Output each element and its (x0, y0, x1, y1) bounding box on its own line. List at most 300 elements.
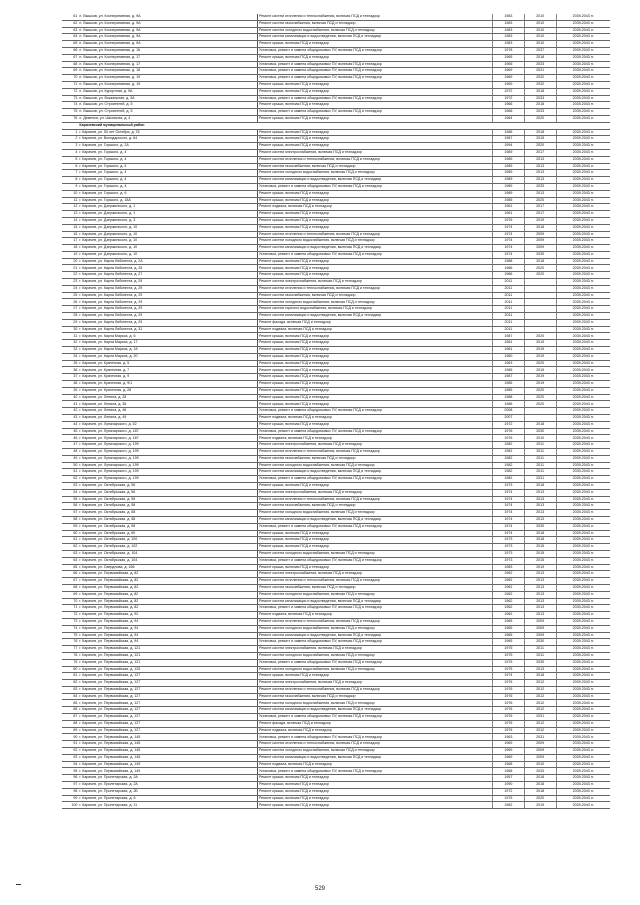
table-row (62, 20, 610, 27)
table-row (62, 788, 610, 795)
last-repair-year-cell: 2011 (524, 449, 556, 456)
row-number: 61 (62, 14, 78, 20)
table-row (62, 537, 610, 544)
table-row (62, 666, 610, 673)
work-type-cell: Ремонт крыши, включая ПСД и технадзор (257, 387, 492, 394)
last-repair-year-cell: 2013 (524, 591, 556, 598)
table-row (62, 34, 610, 41)
last-repair-year-cell: 2033 (524, 768, 556, 775)
table-row (62, 693, 610, 700)
work-type-cell: Ремонт систем канализации и водоотведения, включая ПСД и технадзор (257, 598, 492, 605)
year-built-cell: 1969 (492, 81, 524, 88)
row-number: 71 (62, 605, 78, 612)
year-built-cell: 1968 (492, 768, 524, 775)
planned-period-cell: 2039-2043 гг. (556, 720, 610, 727)
table-row (62, 496, 610, 503)
work-type-cell: Ремонт фасада, включая ПСД и технадзор (257, 720, 492, 727)
table-row (62, 353, 610, 360)
table-row (62, 347, 610, 354)
year-built-cell: 1962 (492, 605, 524, 612)
year-built-cell: 1989 (492, 170, 524, 177)
planned-period-cell: 2039-2043 гг. (556, 428, 610, 435)
work-type-cell: Ремонт крыши, включая ПСД и технадзор (257, 41, 492, 48)
table-row (62, 231, 610, 238)
planned-period-cell: 2039-2043 гг. (556, 503, 610, 510)
row-number: 72 (62, 88, 78, 95)
row-number: 65 (62, 564, 78, 571)
table-row (62, 68, 610, 75)
last-repair-year-cell (524, 326, 556, 333)
last-repair-year-cell: 2013 (524, 156, 556, 163)
address-cell: г. Карачев, ул. Карла Либкнехта, д. 29 (78, 306, 257, 313)
last-repair-year-cell: 2015 (524, 557, 556, 564)
row-number: 22 (62, 272, 78, 279)
planned-period-cell: 2039-2043 гг. (556, 299, 610, 306)
row-number: 20 (62, 258, 78, 265)
row-number: 5 (62, 156, 78, 163)
address-cell: г. Карачев, ул. Дзержинского, д. 1 (78, 204, 257, 211)
table-row (62, 646, 610, 653)
address-cell: г. Карачев, ул. Первомайская, д. 145 (78, 734, 257, 741)
last-repair-year-cell: 2018 (524, 129, 556, 136)
table-row (62, 550, 610, 557)
year-built-cell: 2008 (492, 408, 524, 415)
year-built-cell: 1973 (492, 544, 524, 551)
row-number: 69 (62, 68, 78, 75)
work-type-cell: Ремонт крыши, включая ПСД и технадзор (257, 421, 492, 428)
table-row (62, 115, 610, 122)
last-repair-year-cell: 2019 (524, 217, 556, 224)
table-row (62, 727, 610, 734)
address-cell: г. Карачев, ул. Первомайская, д. 127 (78, 693, 257, 700)
last-repair-year-cell: 2033 (524, 61, 556, 68)
work-type-cell: Ремонт систем газоснабжения, включая ПСД и технадзор (257, 455, 492, 462)
last-repair-year-cell: 2033 (524, 109, 556, 116)
row-number: 44 (62, 421, 78, 428)
last-repair-year-cell (524, 299, 556, 306)
address-cell: г. Карачев, ул. Карла Либкнехта, д. 27 (78, 272, 257, 279)
year-built-cell: 1982 (492, 802, 524, 809)
year-built-cell: 1965 (492, 625, 524, 632)
work-type-cell: Ремонт систем отопления и теплоснабжения, включая ПСД и технадзор (257, 156, 492, 163)
planned-period-cell: 2039-2043 гг. (556, 734, 610, 741)
last-repair-year-cell: 2032 (524, 75, 556, 82)
address-cell: г. Карачев, ул. Луначарского, д. 199 (78, 449, 257, 456)
planned-period-cell: 2039-2043 гг. (556, 795, 610, 802)
year-built-cell: 1975 (492, 666, 524, 673)
address-cell: п. Вышков, ул. Кооперативная, д. 9А (78, 27, 257, 34)
planned-period-cell: 2039-2043 гг. (556, 367, 610, 374)
planned-period-cell: 2039-2043 гг. (556, 81, 610, 88)
year-built-cell: 1976 (492, 720, 524, 727)
year-built-cell: 1988 (492, 401, 524, 408)
table-row (62, 469, 610, 476)
planned-period-cell: 2039-2043 гг. (556, 374, 610, 381)
year-built-cell: 1965 (492, 61, 524, 68)
planned-period-cell: 2039-2043 гг. (556, 251, 610, 258)
last-repair-year-cell (524, 292, 556, 299)
year-built-cell: 1978 (492, 47, 524, 54)
table-row (62, 163, 610, 170)
address-cell: п. Вышков, ул. Курортная, д. 9А (78, 88, 257, 95)
table-row (62, 455, 610, 462)
row-number: 87 (62, 714, 78, 721)
year-built-cell: 1976 (492, 686, 524, 693)
year-built-cell: 1962 (492, 571, 524, 578)
planned-period-cell: 2039-2043 гг. (556, 190, 610, 197)
row-number: 4 (62, 149, 78, 156)
work-type-cell: Ремонт систем холодного водоснабжения, включая ПСД и технадзор (257, 666, 492, 673)
last-repair-year-cell: 2013 (524, 578, 556, 585)
table-row (62, 54, 610, 61)
address-cell: г. Карачев, ул. Ленина, д. 46 (78, 408, 257, 415)
row-number: 62 (62, 544, 78, 551)
last-repair-year-cell: 2020 (524, 143, 556, 150)
planned-period-cell: 2039-2043 гг. (556, 27, 610, 34)
planned-period-cell: 2039-2043 гг. (556, 353, 610, 360)
table-row (62, 618, 610, 625)
last-repair-year-cell: 2031 (524, 734, 556, 741)
table-row (62, 686, 610, 693)
planned-period-cell: 2039-2043 гг. (556, 61, 610, 68)
planned-period-cell: 2039-2043 гг. (556, 319, 610, 326)
address-cell: г. Карачев, ул. Первомайская, д. 127 (78, 680, 257, 687)
year-built-cell: 1974 (492, 251, 524, 258)
address-cell: г. Карачев, ул. Луначарского, д. 187 (78, 435, 257, 442)
last-repair-year-cell (524, 306, 556, 313)
year-built-cell: 2011 (492, 326, 524, 333)
planned-period-cell: 2039-2043 гг. (556, 584, 610, 591)
year-built-cell: 1982 (492, 476, 524, 483)
planned-period-cell: 2039-2043 гг. (556, 381, 610, 388)
year-built-cell: 1962 (492, 584, 524, 591)
table-row (62, 313, 610, 320)
table-row (62, 224, 610, 231)
address-cell: г. Карачев, ул. Горького, д. 4 (78, 156, 257, 163)
address-cell: п. Вышков, ул. Кооперативная, д. 17 (78, 61, 257, 68)
year-built-cell: 1987 (492, 374, 524, 381)
address-cell: г. Карачев, ул. Луначарского, д. 199 (78, 469, 257, 476)
table-row (62, 41, 610, 48)
year-built-cell: 1989 (492, 183, 524, 190)
planned-period-cell: 2039-2043 гг. (556, 564, 610, 571)
address-cell: г. Карачев, ул. Пролетарская, д. 2Б (78, 788, 257, 795)
planned-period-cell: 2039-2043 гг. (556, 482, 610, 489)
repair-schedule-table (62, 14, 610, 809)
address-cell: г. Карачев, ул. Первомайская, д. 127 (78, 720, 257, 727)
row-number: 67 (62, 54, 78, 61)
planned-period-cell: 2039-2043 гг. (556, 156, 610, 163)
planned-period-cell: 2039-2043 гг. (556, 659, 610, 666)
work-type-cell: Ремонт систем канализации и водоотведения, включая ПСД и технадзор (257, 754, 492, 761)
last-repair-year-cell: 2018 (524, 775, 556, 782)
table-row (62, 177, 610, 184)
address-cell: г. Карачев, ул. Первомайская, д. 127 (78, 673, 257, 680)
row-number: 56 (62, 503, 78, 510)
table-row (62, 598, 610, 605)
planned-period-cell: 2039-2043 гг. (556, 605, 610, 612)
planned-period-cell: 2039-2043 гг. (556, 469, 610, 476)
year-built-cell: 1981 (492, 340, 524, 347)
planned-period-cell: 2039-2043 гг. (556, 557, 610, 564)
address-cell: г. Карачев, ул. Карла Либкнехта, д. 29 (78, 299, 257, 306)
last-repair-year-cell: 2013 (524, 584, 556, 591)
row-number: 95 (62, 768, 78, 775)
address-cell: г. Карачев, ул. Первомайская, д. 82 (78, 578, 257, 585)
address-cell: г. Карачев, ул. Карла Либкнехта, д. 29 (78, 313, 257, 320)
work-type-cell: Ремонт систем отопления и теплоснабжения, включая ПСД и технадзор (257, 578, 492, 585)
table-row (62, 680, 610, 687)
work-type-cell: Установка, ремонт и замена общедомовых ПУ, включая ПСД и технадзор (257, 659, 492, 666)
planned-period-cell: 2039-2043 гг. (556, 197, 610, 204)
last-repair-year-cell: 2018 (524, 54, 556, 61)
planned-period-cell: 2039-2043 гг. (556, 217, 610, 224)
table-row (62, 482, 610, 489)
work-type-cell: Ремонт систем отопления и теплоснабжения, включая ПСД и технадзор (257, 741, 492, 748)
address-cell: г. Карачев, ул. Горького, д. 2А (78, 143, 257, 150)
table-row (62, 251, 610, 258)
work-type-cell: Ремонт крыши, включая ПСД и технадзор (257, 190, 492, 197)
work-type-cell: Ремонт систем газоснабжения, включая ПСД и технадзор (257, 503, 492, 510)
planned-period-cell: 2039-2043 гг. (556, 129, 610, 136)
last-repair-year-cell: 2019 (524, 374, 556, 381)
row-number: 58 (62, 516, 78, 523)
planned-period-cell: 2039-2043 гг. (556, 408, 610, 415)
year-built-cell: 1962 (492, 612, 524, 619)
year-built-cell: 1989 (492, 149, 524, 156)
last-repair-year-cell (524, 279, 556, 286)
work-type-cell: Ремонт систем холодного водоснабжения, включая ПСД и технадзор (257, 27, 492, 34)
work-type-cell: Ремонт крыши, включая ПСД и технадзор (257, 340, 492, 347)
row-number: 37 (62, 374, 78, 381)
last-repair-year-cell: 2018 (524, 258, 556, 265)
year-built-cell: 1968 (492, 761, 524, 768)
row-number: 21 (62, 265, 78, 272)
table-row (62, 47, 610, 54)
row-number: 49 (62, 455, 78, 462)
work-type-cell: Ремонт крыши, включая ПСД и технадзор (257, 265, 492, 272)
address-cell: г. Карачев, ул. Первомайская, д. 121 (78, 659, 257, 666)
row-number: 26 (62, 299, 78, 306)
row-number: 50 (62, 462, 78, 469)
work-type-cell: Ремонт крыши, включая ПСД и технадзор (257, 143, 492, 150)
table-row (62, 333, 610, 340)
row-number: 6 (62, 163, 78, 170)
year-built-cell: 1972 (492, 421, 524, 428)
address-cell: г. Карачев, ул. Карла Либкнехта, д. 29 (78, 279, 257, 286)
table-row (62, 265, 610, 272)
year-built-cell: 1974 (492, 530, 524, 537)
last-repair-year-cell: 2019 (524, 564, 556, 571)
year-built-cell: 2011 (492, 292, 524, 299)
table-row (62, 306, 610, 313)
row-number: 57 (62, 510, 78, 517)
work-type-cell: Ремонт подвала, включая ПСД и технадзор (257, 415, 492, 422)
work-type-cell: Ремонт систем холодного водоснабжения, включая ПСД и технадзор (257, 748, 492, 755)
address-cell: г. Карачев, ул. Первомайская, д. 92 (78, 612, 257, 619)
last-repair-year-cell (524, 285, 556, 292)
last-repair-year-cell: 2013 (524, 496, 556, 503)
last-repair-year-cell: 2013 (524, 510, 556, 517)
planned-period-cell: 2039-2043 гг. (556, 652, 610, 659)
last-repair-year-cell: 2031 (524, 714, 556, 721)
row-number: 75 (62, 632, 78, 639)
table-row (62, 557, 610, 564)
year-built-cell: 1989 (492, 163, 524, 170)
work-type-cell: Ремонт систем холодного водоснабжения, включая ПСД и технадзор (257, 700, 492, 707)
year-built-cell: 1974 (492, 496, 524, 503)
last-repair-year-cell: 2009 (524, 238, 556, 245)
table-row (62, 211, 610, 218)
year-built-cell: 1965 (492, 632, 524, 639)
address-cell: г. Карачев, ул. Первомайская, д. 149 (78, 761, 257, 768)
address-cell: г. Карачев, ул. Карла Либкнехта, д. 29 (78, 319, 257, 326)
table-row (62, 143, 610, 150)
table-row (62, 802, 610, 809)
last-repair-year-cell: 2019 (524, 802, 556, 809)
year-built-cell: 1989 (492, 190, 524, 197)
work-type-cell: Установка, ремонт и замена общедомовых ПУ, включая ПСД и технадзор (257, 183, 492, 190)
address-cell: г. Карачев, ул. Кузнечная, д. 28 (78, 387, 257, 394)
planned-period-cell: 2039-2043 гг. (556, 544, 610, 551)
table-row (62, 204, 610, 211)
year-built-cell: 1985 (492, 381, 524, 388)
address-cell: г. Карачев, ул. Первомайская, д. 145 (78, 754, 257, 761)
year-built-cell: 1976 (492, 727, 524, 734)
address-cell: г. Карачев, ул. Кузнечная, д. 7 (78, 367, 257, 374)
year-built-cell: 1974 (492, 523, 524, 530)
row-number: 81 (62, 673, 78, 680)
address-cell: г. Карачев, ул. Дзержинского, д. 10 (78, 245, 257, 252)
work-type-cell: Установка, ремонт и замена общедомовых ПУ, включая ПСД и технадзор (257, 47, 492, 54)
address-cell: г. Карачев, ул. Первомайская, д. 94 (78, 625, 257, 632)
row-number: 19 (62, 251, 78, 258)
table-row (62, 197, 610, 204)
table-row (62, 612, 610, 619)
work-type-cell: Ремонт крыши, включая ПСД и технадзор (257, 537, 492, 544)
address-cell: г. Карачев, ул. Карла Либкнехта, д. 2А (78, 258, 257, 265)
work-type-cell: Ремонт крыши, включая ПСД и технадзор (257, 802, 492, 809)
work-type-cell: Ремонт крыши, включая ПСД и технадзор (257, 530, 492, 537)
year-built-cell: 1986 (492, 265, 524, 272)
row-number: 52 (62, 476, 78, 483)
last-repair-year-cell: 2013 (524, 190, 556, 197)
row-number: 94 (62, 761, 78, 768)
work-type-cell: Ремонт крыши, включая ПСД и технадзор (257, 564, 492, 571)
planned-period-cell: 2039-2043 гг. (556, 292, 610, 299)
address-cell: г. Карачев, ул. Первомайская, д. 82 (78, 605, 257, 612)
table-row (62, 489, 610, 496)
table-row (62, 741, 610, 748)
row-number: 85 (62, 700, 78, 707)
address-cell: г. Карачев, ул. Первомайская, д. 82 (78, 571, 257, 578)
last-repair-year-cell: 2011 (524, 462, 556, 469)
year-built-cell: 1983 (492, 27, 524, 34)
year-built-cell: 1983 (492, 564, 524, 571)
table-row (62, 129, 610, 136)
address-cell: г. Карачев, ул. Октябрьская, д. 58 (78, 516, 257, 523)
planned-period-cell: 2039-2043 гг. (556, 258, 610, 265)
work-type-cell: Ремонт систем канализации и водоотведения, включая ПСД и технадзор (257, 177, 492, 184)
table-row (62, 428, 610, 435)
work-type-cell: Ремонт систем канализации и водоотведения, включая ПСД и технадзор (257, 245, 492, 252)
planned-period-cell: 2039-2043 гг. (556, 625, 610, 632)
address-cell: г. Карачев, ул. Ленина, д. 49 (78, 415, 257, 422)
table-row (62, 156, 610, 163)
row-number: 89 (62, 727, 78, 734)
year-built-cell: 1976 (492, 680, 524, 687)
work-type-cell: Ремонт крыши, включая ПСД и технадзор (257, 782, 492, 789)
last-repair-year-cell: 2019 (524, 367, 556, 374)
address-cell: г. Карачев, ул. Октябрьская, д. 58 (78, 503, 257, 510)
last-repair-year-cell: 2013 (524, 666, 556, 673)
year-built-cell: 1974 (492, 503, 524, 510)
year-built-cell: 1974 (492, 489, 524, 496)
address-cell: г. Карачев, ул. Карла Маркса, д. 18 (78, 347, 257, 354)
last-repair-year-cell: 2012 (524, 727, 556, 734)
work-type-cell: Установка, ремонт и замена общедомовых ПУ, включая ПСД и технадзор (257, 251, 492, 258)
year-built-cell: 1973 (492, 482, 524, 489)
work-type-cell: Ремонт крыши, включая ПСД и технадзор (257, 136, 492, 143)
table-row (62, 530, 610, 537)
last-repair-year-cell: 2013 (524, 612, 556, 619)
address-cell: г. Карачев, ул. Пролетарская, д. 11 (78, 802, 257, 809)
last-repair-year-cell: 2009 (524, 618, 556, 625)
planned-period-cell: 2039-2043 гг. (556, 449, 610, 456)
table-row (62, 61, 610, 68)
address-cell: г. Карачев, ул. Первомайская, д. 94 (78, 618, 257, 625)
row-number: 54 (62, 489, 78, 496)
year-built-cell: 1974 (492, 245, 524, 252)
table-row (62, 360, 610, 367)
work-type-cell: Ремонт крыши, включая ПСД и технадзор (257, 775, 492, 782)
section-header-number (62, 122, 78, 129)
address-cell: п. Вышков, ул. Кооперативная, д. 9А (78, 34, 257, 41)
planned-period-cell: 2039-2043 гг. (556, 516, 610, 523)
table-row (62, 476, 610, 483)
address-cell: г. Карачев, ул. Горького, д. 4 (78, 170, 257, 177)
row-number: 45 (62, 428, 78, 435)
address-cell: г. Карачев, ул. Кузнечная, д. 9 (78, 374, 257, 381)
table-row (62, 442, 610, 449)
year-built-cell: 1986 (492, 272, 524, 279)
work-type-cell: Установка, ремонт и замена общедомовых ПУ, включая ПСД и технадзор (257, 768, 492, 775)
address-cell: п. Вышков, ул. Кооперативная, д. 17 (78, 54, 257, 61)
address-cell: п. Вышков, ул. Кооперативная, д. 9А (78, 41, 257, 48)
work-type-cell: Ремонт систем холодного водоснабжения, включая ПСД и технадзор (257, 170, 492, 177)
address-cell: г. Карачев, ул. Кузнечная, д. 9/1 (78, 381, 257, 388)
row-number: 24 (62, 285, 78, 292)
row-number: 69 (62, 591, 78, 598)
year-built-cell: 1973 (492, 537, 524, 544)
work-type-cell: Ремонт подвала, включая ПСД и технадзор (257, 204, 492, 211)
address-cell: г. Карачев, ул. Свердлова, д. 166 (78, 564, 257, 571)
table-row (62, 374, 610, 381)
address-cell: г. Карачев, ул. 50 лет Октября, д. 78 (78, 129, 257, 136)
table-row (62, 95, 610, 102)
last-repair-year-cell: 2031 (524, 476, 556, 483)
last-repair-year-cell: 2017 (524, 204, 556, 211)
planned-period-cell: 2039-2043 гг. (556, 741, 610, 748)
row-number: 11 (62, 197, 78, 204)
row-number: 61 (62, 537, 78, 544)
last-repair-year-cell: 2012 (524, 680, 556, 687)
row-number: 17 (62, 238, 78, 245)
row-number: 32 (62, 340, 78, 347)
last-repair-year-cell: 2011 (524, 469, 556, 476)
year-built-cell: 1987 (492, 333, 524, 340)
work-type-cell: Ремонт систем газоснабжения, включая ПСД и технадзор (257, 292, 492, 299)
